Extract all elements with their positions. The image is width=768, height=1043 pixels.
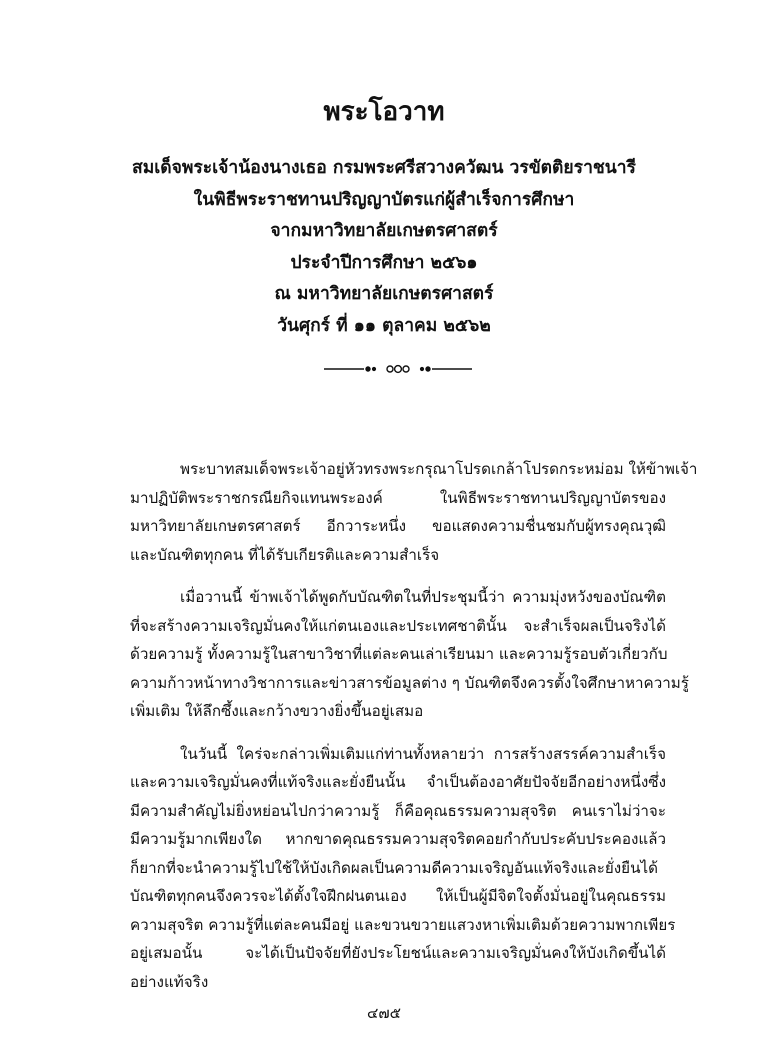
text-line: ความก้าวหน้าทางวิชาการและข่าวสารข้อมูลต่าง ๆ บัณฑิตจึงควรตั้งใจศึกษาหาความรู้: [130, 673, 689, 692]
paragraph: [130, 583, 689, 726]
text-line: อยู่เสมอนั้น จะได้เป็นปัจจัยที่ยังประโยชน์และความเจริญมั่นคงให้บังเกิดขึ้นได้: [130, 944, 666, 962]
text-line: มหาวิทยาลัยเกษตรศาสตร์ อีกวาระหนึ่ง ขอแสดงความชื่นชมกับผู้ทรงคุณวุฒิ: [130, 517, 666, 535]
text-line: ความสุจริต ความรู้ที่แต่ละคนมีอยู่ และขวนขวายแสวงหาเพิ่มเติมด้วยความพากเพียร: [130, 915, 676, 934]
text-line: พระบาทสมเด็จพระเจ้าอยู่หัวทรงพระกรุณาโปรดเกล้าโปรดกระหม่อม ให้ข้าพเจ้า: [180, 460, 698, 478]
speech-body: [130, 455, 698, 1010]
text-line: เมื่อวานนี้ ข้าพเจ้าได้พูดกับบัณฑิตในที่ประชุมนี้ว่า ความมุ่งหวังของบัณฑิต: [180, 588, 666, 606]
text-line: อย่างแท้จริง: [130, 972, 209, 991]
paragraph: [130, 455, 698, 569]
text-line: ก็ยากที่จะนำความรู้ไปใช้ให้บังเกิดผลเป็นความดีความเจริญอันแท้จริงและยั่งยืนได้: [130, 858, 658, 877]
page-number: ๔๗๕: [367, 1004, 401, 1022]
page-title: พระโอวาท: [323, 97, 445, 127]
text-line: มีความสำคัญไม่ยิ่งหย่อนไปกว่าความรู้ ก็คือคุณธรรมความสุจริต คนเราไม่ว่าจะ: [130, 801, 666, 820]
paragraph: [130, 740, 676, 997]
header-line: จากมหาวิทยาลัยเกษตรศาสตร์: [270, 221, 498, 241]
ornament-divider: [324, 361, 472, 377]
text-line: ที่จะสร้างความเจริญมั่นคงให้แก่ตนเองและประเทศชาตินั้น จะสำเร็จผลเป็นจริงได้: [130, 616, 666, 635]
text-line: มาปฏิบัติพระราชกรณียกิจแทนพระองค์ ในพิธีพระราชทานปริญญาบัตรของ: [130, 488, 666, 507]
text-line: ในวันนี้ ใคร่จะกล่าวเพิ่มเติมแก่ท่านทั้งหลายว่า การสร้างสรรค์ความสำเร็จ: [180, 744, 666, 763]
text-line: และความเจริญมั่นคงที่แท้จริงและยั่งยืนนั้น จำเป็นต้องอาศัยปัจจัยอีกอย่างหนึ่งซึ่ง: [130, 773, 666, 791]
header-line: ประจำปีการศึกษา ๒๕๖๑: [290, 252, 478, 273]
text-line: เพิ่มเติม ให้ลึกซึ้งและกว้างขวางยิ่งขึ้นอยู่เสมอ: [130, 702, 424, 720]
text-line: บัณฑิตทุกคนจึงควรจะได้ตั้งใจฝึกฝนตนเอง ให้เป็นผู้มีจิตใจตั้งมั่นอยู่ในคุณธรรม: [130, 887, 666, 905]
text-line: มีความรู้มากเพียงใด หากขาดคุณธรรมความสุจริตคอยกำกับประคับประคองแล้ว: [130, 830, 666, 848]
header-line: ณ มหาวิทยาลัยเกษตรศาสตร์: [274, 284, 494, 304]
text-line: และบัณฑิตทุกคน ที่ได้รับเกียรติและความสำเร็จ: [130, 545, 440, 564]
header-line: ในพิธีพระราชทานปริญญาบัตรแก่ผู้สำเร็จการศึกษา: [193, 189, 575, 210]
text-line: ด้วยความรู้ ทั้งความรู้ในสาขาวิชาที่แต่ละคนเล่าเรียนมา และความรู้รอบตัวเกี่ยวกับ: [130, 645, 668, 663]
header-line: สมเด็จพระเจ้าน้องนางเธอ กรมพระศรีสวางควัฒน วรขัตติยราชนารี: [132, 158, 636, 178]
address-header: [60, 153, 708, 342]
header-line: วันศุกร์ ที่ ๑๑ ตุลาคม ๒๕๖๒: [277, 315, 491, 336]
